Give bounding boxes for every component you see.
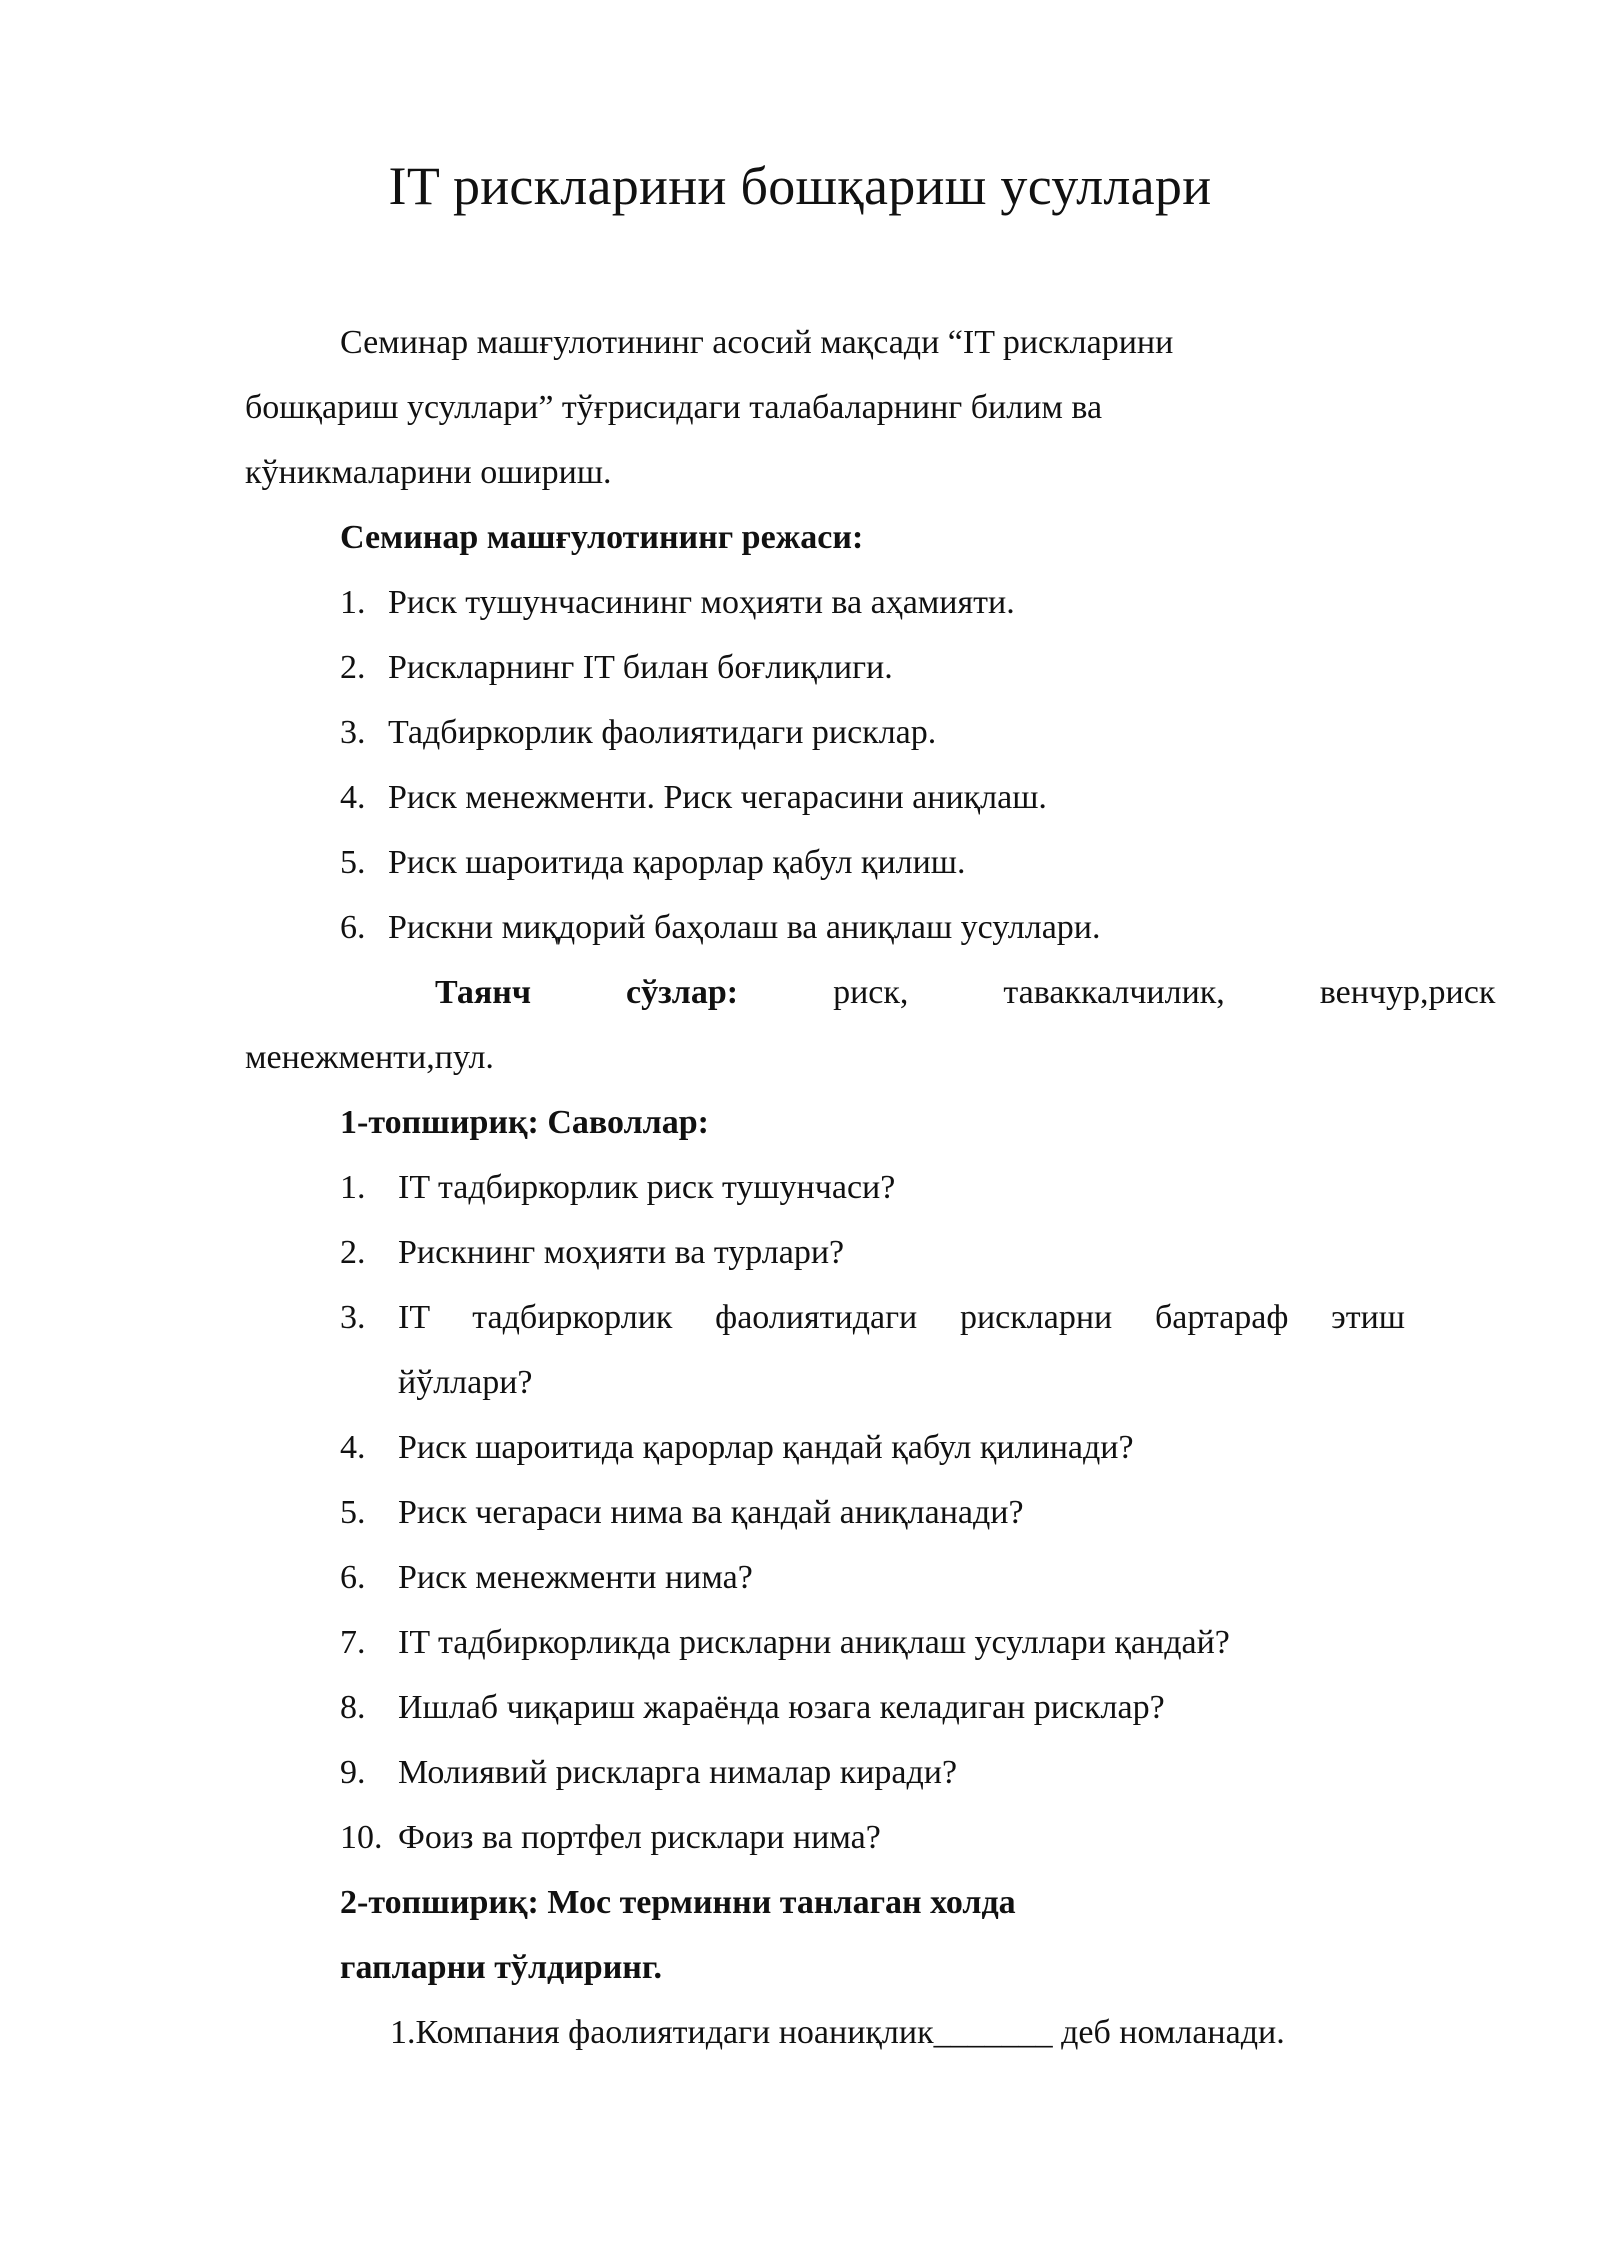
question-number: 3. xyxy=(340,1299,366,1336)
intro-line-1: Семинар машғулотининг асосий мақсади “IT рискларини xyxy=(340,324,1174,361)
plan-item-text: Риск тушунчасининг моҳияти ва аҳамияти. xyxy=(388,584,1015,621)
plan-item xyxy=(245,765,1405,830)
keywords-continuation: менежменти,пул. xyxy=(245,1039,494,1076)
question-item xyxy=(245,1740,1405,1805)
keywords-paragraph xyxy=(245,960,1496,1090)
plan-item-text: Рискларнинг IT билан боғлиқлиги. xyxy=(388,649,893,686)
question-text: Ишлаб чиқариш жараёнда юзага келадиган рисклар? xyxy=(398,1689,1165,1726)
keyword-1: риск, xyxy=(833,974,909,1011)
question-text: Рискнинг моҳияти ва турлари? xyxy=(398,1234,845,1271)
question-item xyxy=(245,1675,1405,1740)
plan-item xyxy=(245,700,1405,765)
question-text: Молиявий рискларга нималар киради? xyxy=(398,1754,958,1791)
task1-question-list xyxy=(245,1155,1405,1870)
plan-item-text: Рискни миқдорий баҳолаш ва аниқлаш усуллари. xyxy=(388,909,1101,946)
plan-item-text: Тадбиркорлик фаолиятидаги рисклар. xyxy=(388,714,937,751)
question-item xyxy=(245,1415,1405,1480)
question-number: 9. xyxy=(340,1754,366,1791)
plan-list xyxy=(245,570,1405,960)
question-text: IT тадбиркорликда рискларни аниқлаш усуллари қандай? xyxy=(398,1624,1230,1661)
task2-heading-line-1: 2-топшириқ: Мос терминни танлаган холда xyxy=(340,1884,1016,1921)
keywords-label-1: Таянч xyxy=(435,974,531,1011)
plan-item-number: 5. xyxy=(340,844,366,881)
plan-item-number: 3. xyxy=(340,714,366,751)
question-text-continuation: йўллари? xyxy=(398,1364,533,1401)
question-number: 5. xyxy=(340,1494,366,1531)
question-item xyxy=(245,1220,1405,1285)
task2-fill-in-sentence: 1.Компания фаолиятидаги ноаниқлик_______ деб номланади. xyxy=(390,2014,1285,2051)
keyword-3: венчур,риск xyxy=(1319,974,1496,1011)
plan-item-number: 1. xyxy=(340,584,366,621)
question-number: 10. xyxy=(340,1819,383,1856)
plan-item-number: 6. xyxy=(340,909,366,946)
question-number: 2. xyxy=(340,1234,366,1271)
keywords-line xyxy=(245,960,1496,1025)
question-item xyxy=(245,1610,1405,1675)
question-number: 8. xyxy=(340,1689,366,1726)
question-number: 4. xyxy=(340,1429,366,1466)
question-item xyxy=(245,1480,1405,1545)
plan-item-text: Риск шароитида қарорлар қабул қилиш. xyxy=(388,844,966,881)
plan-item-number: 4. xyxy=(340,779,366,816)
question-number: 1. xyxy=(340,1169,366,1206)
question-text: Риск чегараси нима ва қандай аниқланади? xyxy=(398,1494,1024,1531)
question-text: Фоиз ва портфел рисклари нима? xyxy=(398,1819,881,1856)
task2-heading-line-2: гапларни тўлдиринг. xyxy=(340,1949,663,1986)
keywords-label-2: сўзлар: xyxy=(626,974,739,1011)
question-item xyxy=(245,1805,1405,1870)
plan-item xyxy=(245,895,1405,960)
question-text: Риск шароитида қарорлар қандай қабул қилинади? xyxy=(398,1429,1134,1466)
task1-heading: 1-топшириқ: Саволлар: xyxy=(340,1104,709,1141)
question-item xyxy=(245,1285,1405,1415)
keyword-2: таваккалчилик, xyxy=(1003,974,1225,1011)
plan-item-text: Риск менежменти. Риск чегарасини аниқлаш. xyxy=(388,779,1047,816)
question-number: 7. xyxy=(340,1624,366,1661)
question-text: IT тадбиркорлик фаолиятидаги рискларни бартараф этиш xyxy=(398,1299,1405,1336)
intro-line-2: бошқариш усуллари” тўғрисидаги талабаларнинг билим ва xyxy=(245,389,1103,426)
plan-item xyxy=(245,830,1405,895)
question-item xyxy=(245,1155,1405,1220)
plan-item xyxy=(245,635,1405,700)
question-text: IT тадбиркорлик риск тушунчаси? xyxy=(398,1169,896,1206)
plan-heading: Семинар машғулотининг режаси: xyxy=(340,519,864,556)
plan-item-number: 2. xyxy=(340,649,366,686)
intro-line-3: кўникмаларини ошириш. xyxy=(245,454,612,491)
document-title: IT рискларини бошқариш усуллари xyxy=(388,156,1212,216)
question-number: 6. xyxy=(340,1559,366,1596)
plan-item xyxy=(245,570,1405,635)
question-text: Риск менежменти нима? xyxy=(398,1559,753,1596)
question-item xyxy=(245,1545,1405,1610)
document-body xyxy=(245,310,1496,2065)
